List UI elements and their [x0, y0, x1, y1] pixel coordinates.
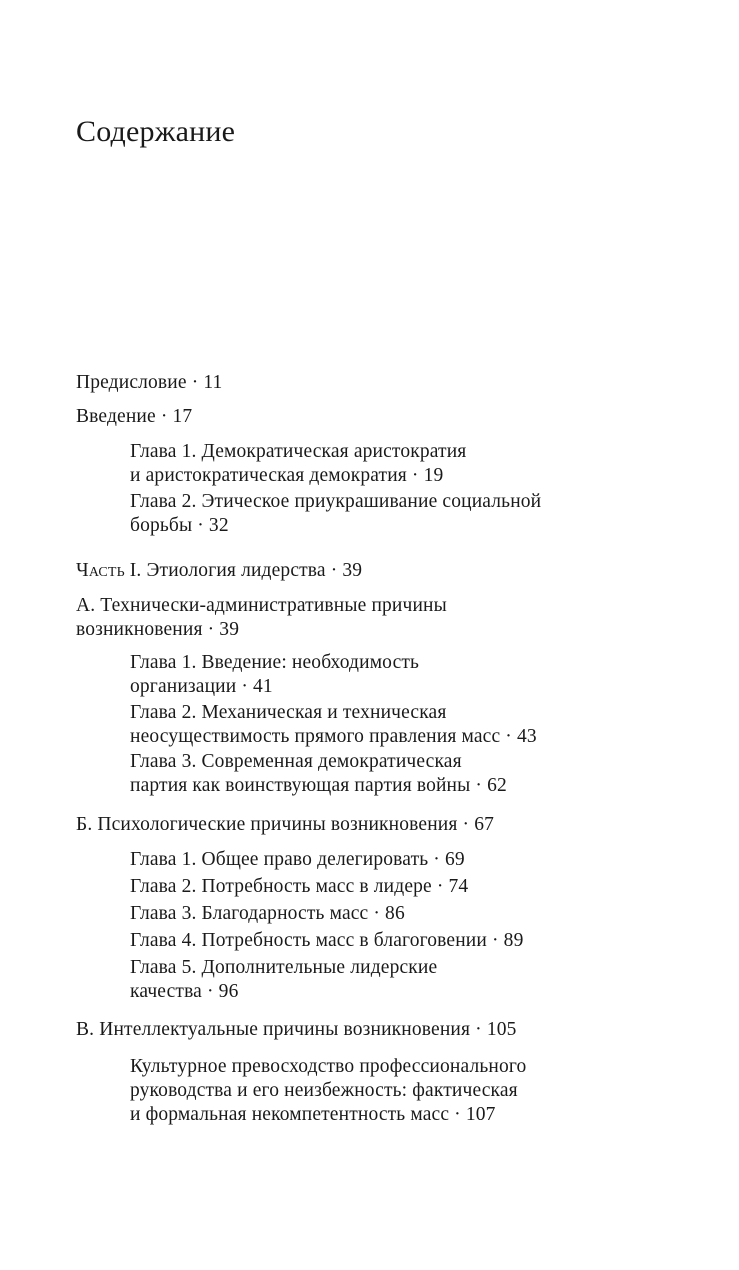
toc-entry-v-item-cont-2[interactable]: и формальная некомпетентность масс · 107: [130, 1104, 496, 1125]
toc-entry-b-chapter-2[interactable]: Глава 2. Потребность масс в лидере · 74: [130, 876, 469, 897]
toc-entry-b-chapter-3[interactable]: Глава 3. Благодарность масс · 86: [130, 903, 405, 924]
toc-entry-section-v[interactable]: В. Интеллектуальные причины возникновения · 105: [76, 1019, 517, 1040]
toc-entry-section-b[interactable]: Б. Психологические причины возникновения · 67: [76, 814, 494, 835]
toc-entry-section-a-cont[interactable]: возникновения · 39: [76, 619, 240, 640]
toc-entry-a-chapter-2-cont[interactable]: неосуществимость прямого правления масс · 43: [130, 726, 537, 747]
page-title: Содержание: [76, 115, 236, 148]
toc-entry-a-chapter-1-cont[interactable]: организации · 41: [130, 676, 273, 697]
toc-entry-preface[interactable]: Предисловие · 11: [76, 372, 223, 393]
part-label: Часть I.: [76, 560, 142, 581]
toc-entry-b-chapter-5[interactable]: Глава 5. Дополнительные лидерские: [130, 957, 438, 978]
toc-entry-intro-chapter-1-cont[interactable]: и аристократическая демократия · 19: [130, 465, 444, 486]
toc-entry-intro-chapter-2[interactable]: Глава 2. Этическое приукрашивание социальной: [130, 491, 542, 512]
toc-entry-a-chapter-2[interactable]: Глава 2. Механическая и техническая: [130, 702, 447, 723]
part-title: Этиология лидерства · 39: [141, 560, 363, 581]
toc-entry-v-item-cont[interactable]: руководства и его неизбежность: фактическая: [130, 1080, 518, 1101]
toc-entry-a-chapter-3-cont[interactable]: партия как воинствующая партия войны · 62: [130, 775, 507, 796]
toc-entry-b-chapter-4[interactable]: Глава 4. Потребность масс в благоговении · 89: [130, 930, 524, 951]
toc-entry-a-chapter-1[interactable]: Глава 1. Введение: необходимость: [130, 652, 420, 673]
toc-entry-b-chapter-1[interactable]: Глава 1. Общее право делегировать · 69: [130, 849, 465, 870]
toc-entry-v-item[interactable]: Культурное превосходство профессионального: [130, 1056, 527, 1077]
toc-entry-b-chapter-5-cont[interactable]: качества · 96: [130, 981, 239, 1002]
toc-entry-a-chapter-3[interactable]: Глава 3. Современная демократическая: [130, 751, 462, 772]
toc-entry-introduction[interactable]: Введение · 17: [76, 406, 193, 427]
toc-entry-intro-chapter-2-cont[interactable]: борьбы · 32: [130, 515, 229, 536]
toc-entry-section-a[interactable]: А. Технически-административные причины: [76, 595, 447, 616]
toc-entry-intro-chapter-1[interactable]: Глава 1. Демократическая аристократия: [130, 441, 467, 462]
toc-entry-part-1[interactable]: [76, 559, 362, 583]
